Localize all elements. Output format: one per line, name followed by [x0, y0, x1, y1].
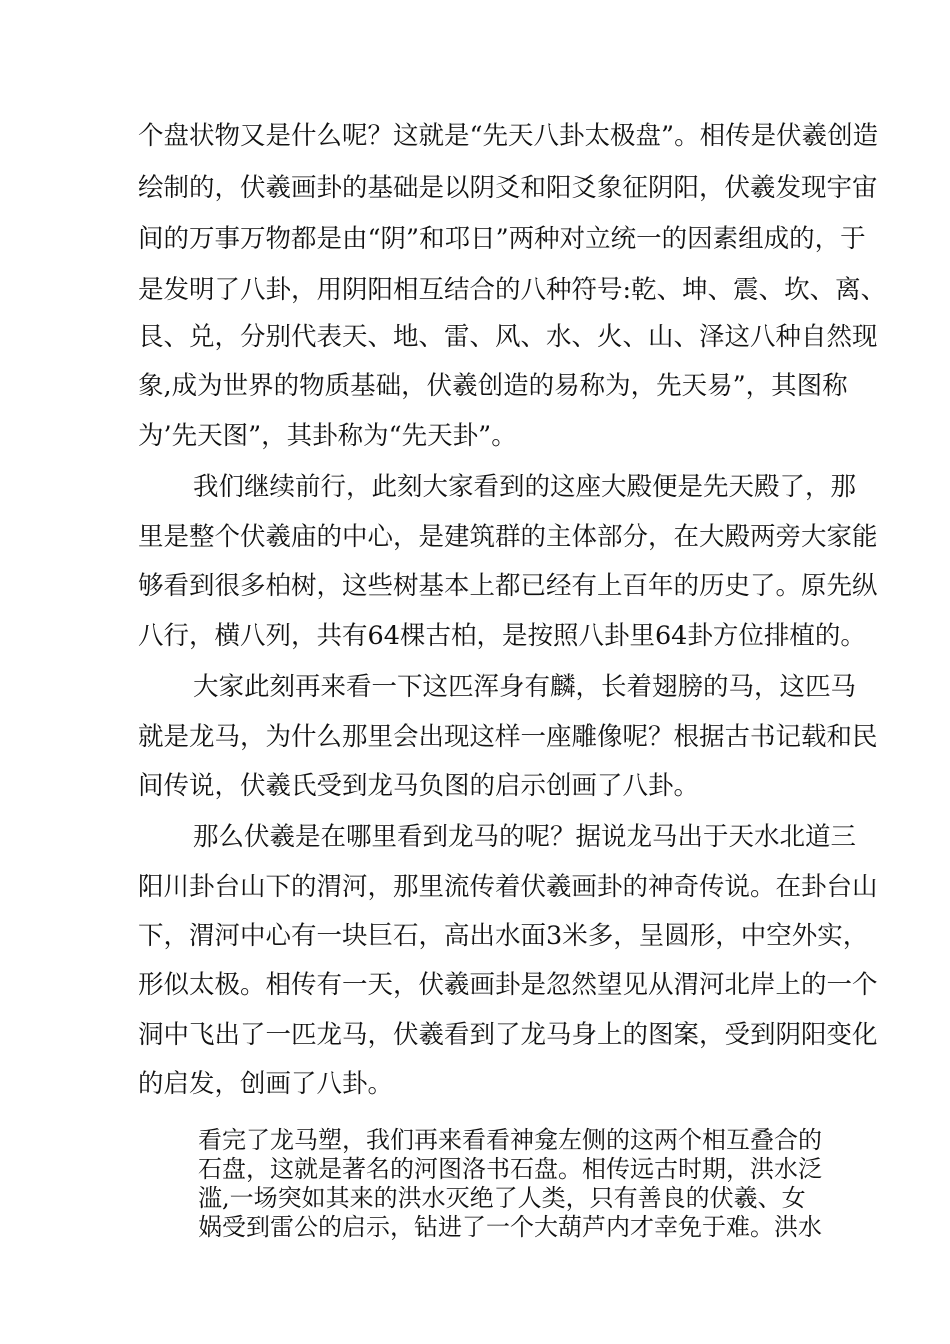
paragraph-3-line-1: 大家此刻再来看一下这匹浑身有麟，长着翅膀的马，这匹马	[193, 672, 857, 702]
paragraph-1-line-1: 个盘状物又是什么呢？这就是“先天八卦太极盘”。相传是伏羲创造	[138, 121, 879, 151]
paragraph-3-line-3: 间传说，伏羲氏受到龙马负图的启示创画了八卦。	[138, 771, 700, 801]
paragraph-1-line-5: 艮、兑，分别代表天、地、雷、风、水、火、山、泽这八种自然现	[138, 322, 878, 352]
paragraph-5-line-4: 娲受到雷公的启示，钻进了一个大葫芦内才幸免于难。洪水	[198, 1213, 822, 1241]
paragraph-1-line-3: 间的万事万物都是由“阴”和邛日”两种对立统一的因素组成的，于	[138, 224, 866, 254]
paragraph-5-line-2: 石盘，这就是著名的河图洛书石盘。相传远古时期，洪水泛	[198, 1155, 822, 1183]
paragraph-4-line-6: 的启发，创画了八卦。	[138, 1069, 394, 1099]
paragraph-4-line-3: 下，渭河中心有一块巨石，高出水面3米多，呈圆形，中空外实，	[138, 921, 869, 951]
paragraph-1-line-7: 为’先天图”，其卦称为“先天卦”。	[138, 421, 517, 451]
paragraph-4-line-4: 形似太极。相传有一天，伏羲画卦是忽然望见从渭河北岸上的一个	[138, 970, 878, 1000]
paragraph-5-line-3: 滥,一场突如其来的洪水灭绝了人类，只有善良的伏羲、女	[198, 1184, 806, 1212]
paragraph-2-line-4: 八行，横八列，共有64棵古柏，是按照八卦里64卦方位排植的。	[138, 621, 866, 651]
paragraph-3-line-2: 就是龙马，为什么那里会出现这样一座雕像呢？根据古书记载和民	[138, 722, 878, 752]
paragraph-2-line-2: 里是整个伏羲庙的中心，是建筑群的主体部分，在大殿两旁大家能	[138, 522, 878, 552]
paragraph-2-line-3: 够看到很多柏树，这些树基本上都已经有上百年的历史了。原先纵	[138, 571, 878, 601]
paragraph-1-line-4: 是发明了八卦，用阴阳相互结合的八种符号:乾、坤、震、坎、离、	[138, 275, 887, 305]
paragraph-4-line-2: 阳川卦台山下的渭河，那里流传着伏羲画卦的神奇传说。在卦台山	[138, 872, 878, 902]
paragraph-1-line-2: 绘制的，伏羲画卦的基础是以阴爻和阳爻象征阴阳，伏羲发现宇宙	[138, 173, 878, 203]
paragraph-4-line-5: 洞中飞出了一匹龙马，伏羲看到了龙马身上的图案，受到阴阳变化	[138, 1020, 878, 1050]
paragraph-5-line-1: 看完了龙马塑，我们再来看看神龛左侧的这两个相互叠合的	[198, 1126, 822, 1154]
paragraph-2-line-1: 我们继续前行，此刻大家看到的这座大殿便是先天殿了，那	[193, 472, 857, 502]
paragraph-1-line-6: 象,成为世界的物质基础，伏羲创造的易称为，先天易”，其图称	[138, 371, 848, 401]
paragraph-4-line-1: 那么伏羲是在哪里看到龙马的呢？据说龙马出于天水北道三	[193, 822, 857, 852]
